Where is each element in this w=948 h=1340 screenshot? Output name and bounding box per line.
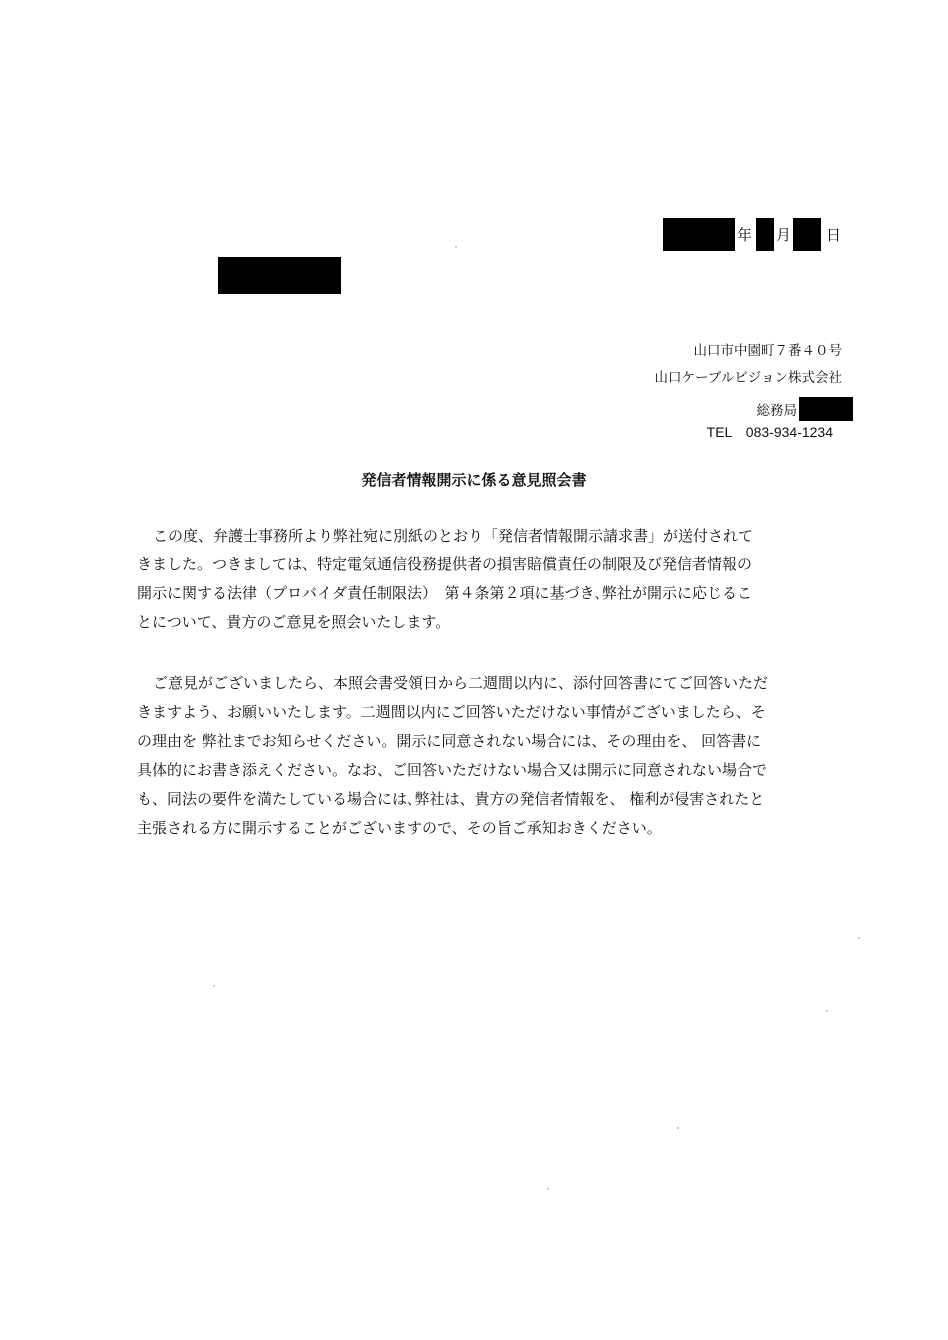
paragraph-line: ご意見がございましたら、本照会書受領日から二週間以内に、添付回答書にてご回答いただ xyxy=(153,674,769,692)
sender-company: 山口ケーブルビジョン株式会社 xyxy=(654,370,842,386)
paragraph-line: 開示に関する法律（プロバイダ責任制限法） 第４条第２項に基づき､弊社が開示に応じるこ xyxy=(137,584,753,602)
scan-speck xyxy=(213,985,215,987)
redacted-day xyxy=(793,218,821,251)
paragraph-line: きました。つきましては、特定電気通信役務提供者の損害賠償責任の制限及び発信者情報の xyxy=(137,555,753,573)
month-label: 月 xyxy=(776,226,792,244)
scan-speck xyxy=(455,246,457,248)
paragraph-line: この度、弁護士事務所より弊社宛に別紙のとおり「発信者情報開示請求書」が送付されて xyxy=(153,527,754,545)
paragraph-line: の理由を 弊社までお知らせください。開示に同意されない場合には、その理由を、 回答書に xyxy=(137,732,762,750)
paragraph-line: 具体的にお書き添えください。なお、ご回答いただけない場合又は開示に同意されない場合で xyxy=(137,761,768,779)
paragraph-line: とについて、貴方のご意見を照会いたします。 xyxy=(137,613,451,631)
year-label: 年 xyxy=(737,226,753,244)
redacted-staff-name xyxy=(799,397,853,421)
paragraph-line: 主張される方に開示することがございますので、その旨ご承知おきください。 xyxy=(137,819,662,837)
scan-speck xyxy=(677,1127,679,1129)
sender-address: 山口市中園町７番４０号 xyxy=(693,343,842,359)
paragraph-line: も、同法の要件を満たしている場合には､弊社は、貴方の発信者情報を、 権利が侵害されたと xyxy=(137,790,765,808)
scan-speck xyxy=(547,1188,549,1190)
redacted-month xyxy=(756,218,774,251)
document-title: 発信者情報開示に係る意見照会書 xyxy=(361,471,587,489)
scan-speck xyxy=(826,1010,828,1012)
day-label: 日 xyxy=(826,226,842,244)
redacted-recipient xyxy=(218,257,341,294)
redacted-year xyxy=(663,218,735,251)
department-label: 総務局 xyxy=(756,403,797,419)
sender-tel: TEL 083-934-1234 xyxy=(706,424,833,440)
scan-speck xyxy=(858,937,860,939)
sender-department xyxy=(757,397,854,421)
paragraph-line: きますよう、お願いいたします。二週間以内にご回答いただけない事情がございましたら、そ xyxy=(137,703,766,721)
